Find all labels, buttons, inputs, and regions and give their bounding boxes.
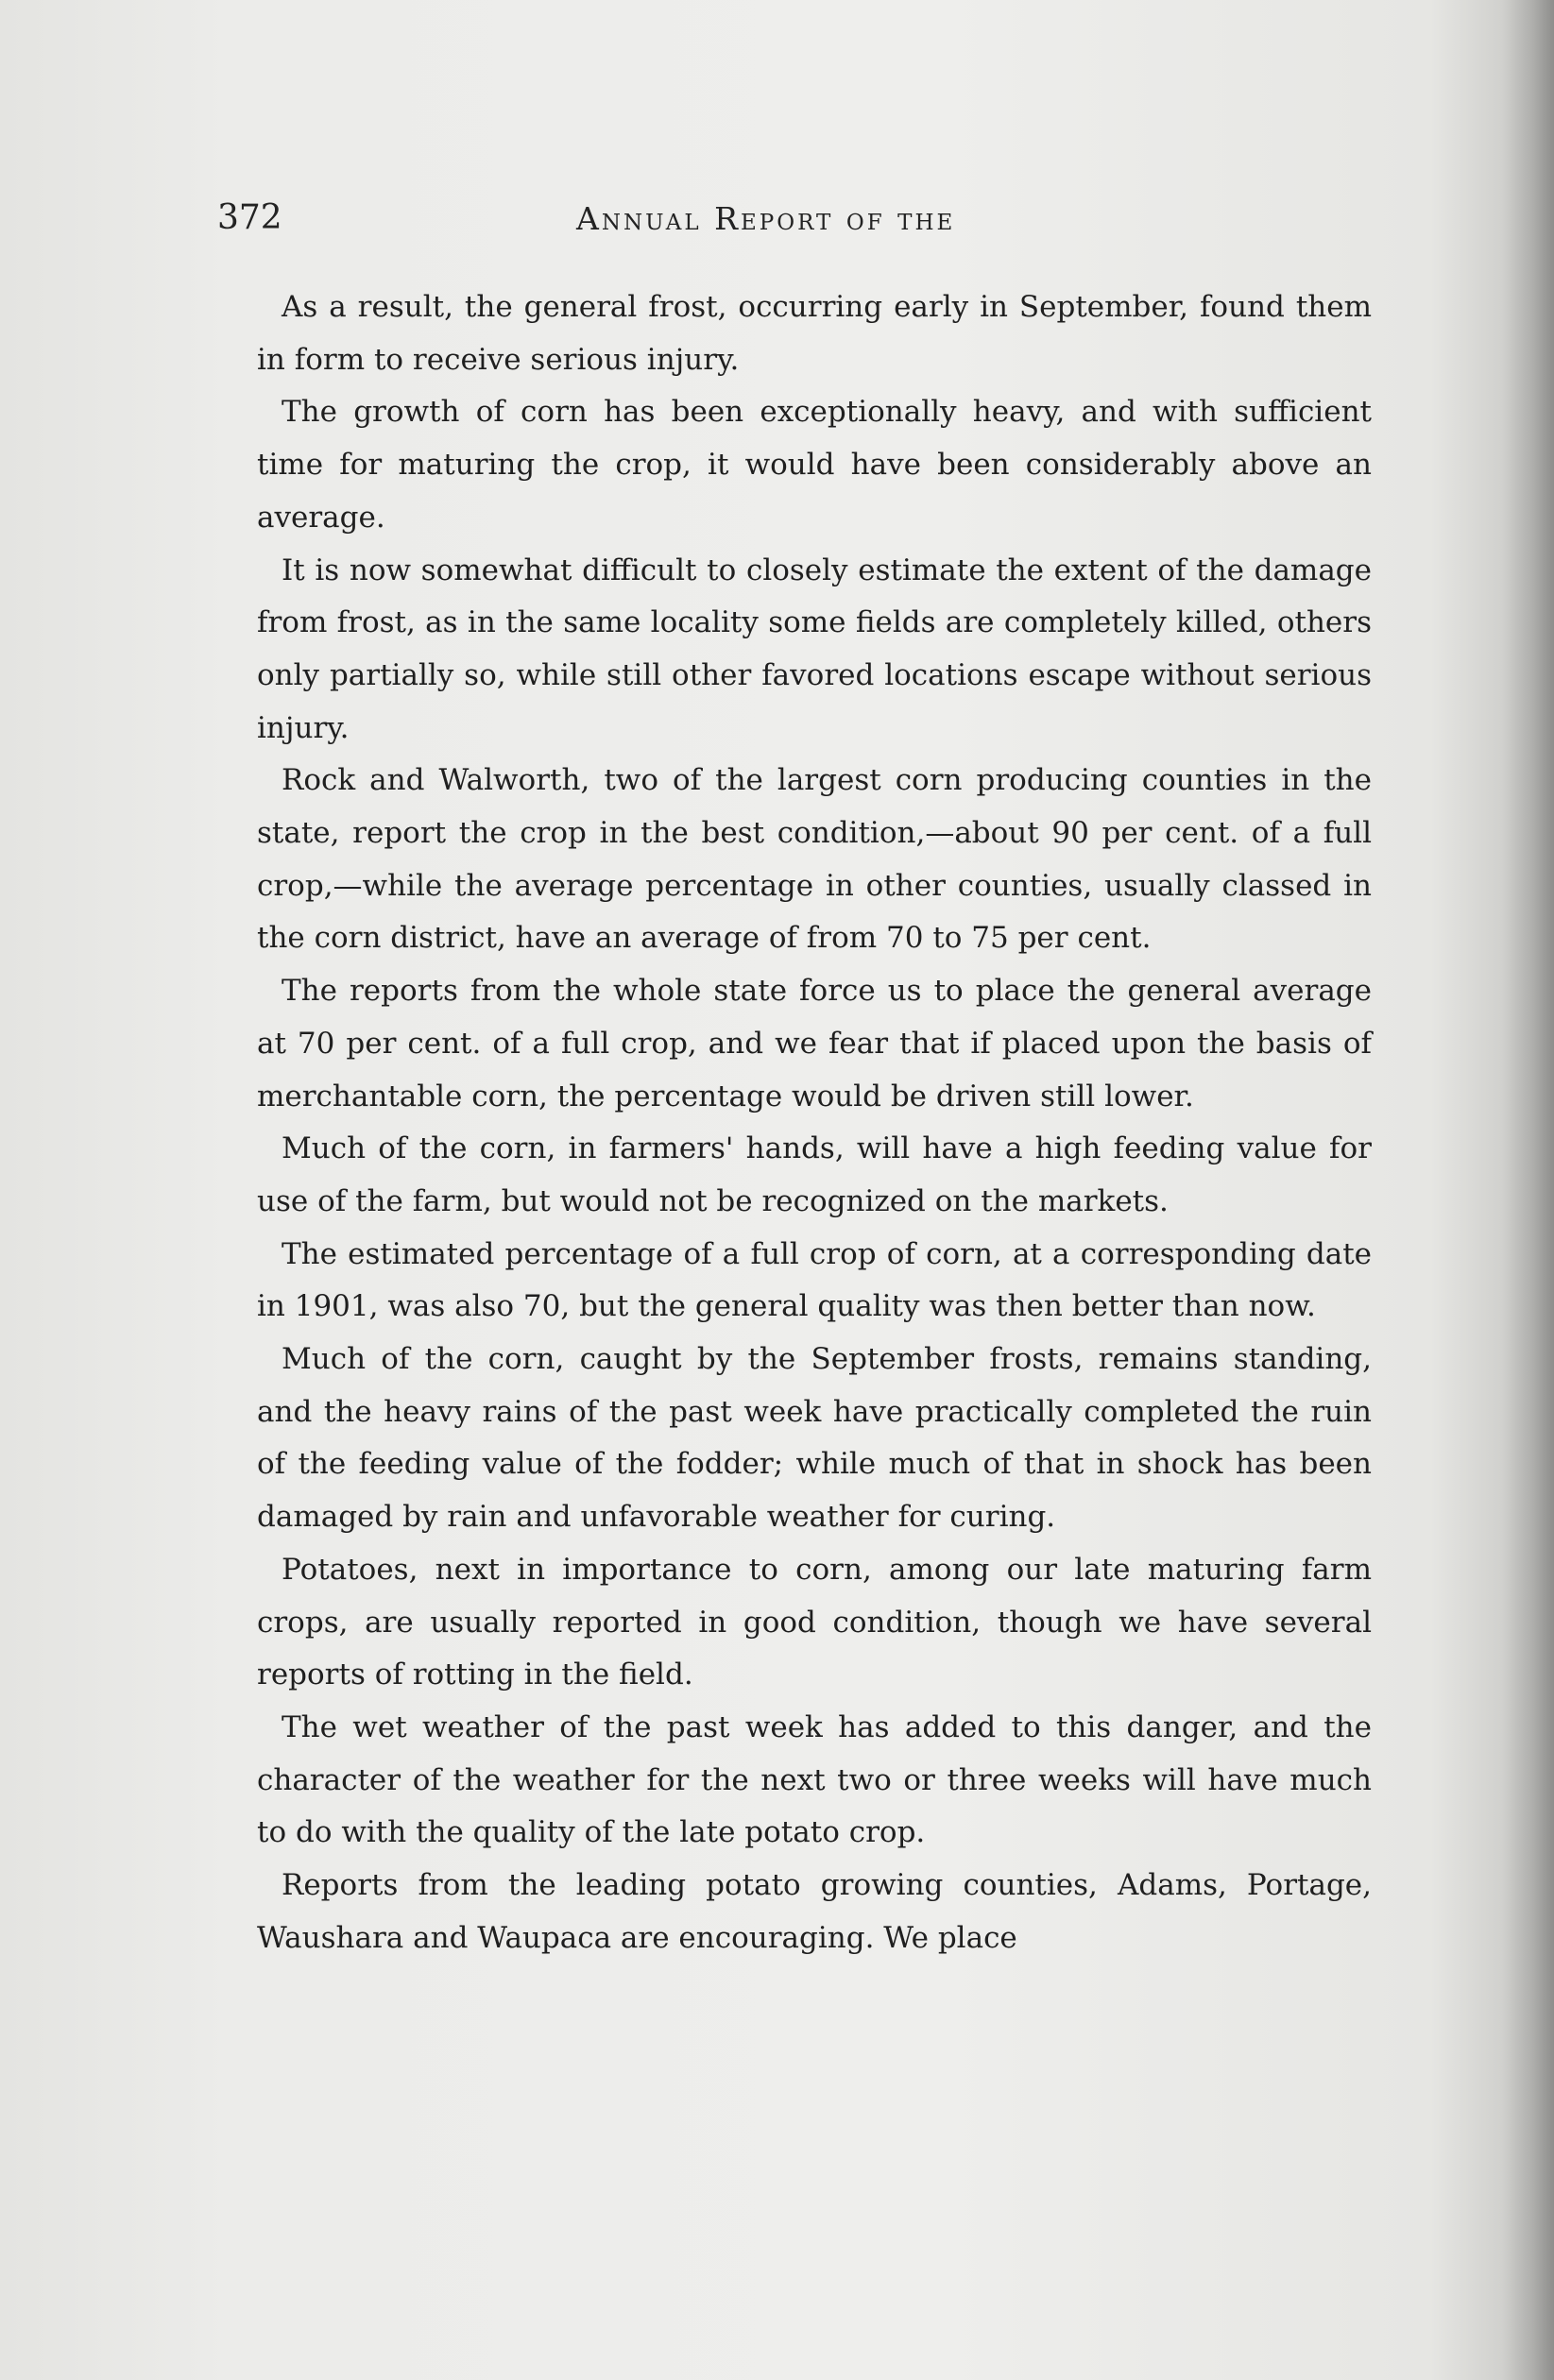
body-text	[257, 281, 1372, 1965]
paragraph: The wet weather of the past week has added to this danger, and the character of the weather for the next two or three weeks will have much to do with the quality of the late potato crop.	[257, 1709, 1372, 1850]
paragraph: Much of the corn, caught by the September frosts, remains standing, and the heavy rains of the past week have practically completed the ruin of the feeding value of the fodder; while much of that in shock has been damaged by rain and unfavorable weather for curing.	[257, 1342, 1372, 1535]
paragraph: As a result, the general frost, occurring early in September, found them in form to receive serious injury.	[257, 290, 1372, 377]
paragraph: The growth of corn has been exceptionally heavy, and with sufficient time for maturing the crop, it would have been considerably above an average.	[257, 395, 1372, 535]
paragraph: Much of the corn, in farmers' hands, will have a high feeding value for use of the farm, but would not be recognized on the markets.	[257, 1131, 1372, 1218]
paragraph: It is now somewhat difficult to closely estimate the extent of the damage from frost, as in the same locality some fields are completely killed, others only partially so, while still other favored locations escape without serious injury.	[257, 552, 1372, 745]
page-header	[217, 198, 1360, 255]
page-number: 372	[217, 198, 282, 237]
page-edge-shadow	[1502, 0, 1554, 2380]
running-head: Annual Report of the	[576, 200, 956, 237]
paragraph: The estimated percentage of a full crop of corn, at a corresponding date in 1901, was also 70, but the general quality was then better than now.	[257, 1236, 1372, 1324]
paragraph: The reports from the whole state force us to place the general average at 70 per cent. of a full crop, and we fear that if placed upon the basis of merchantable corn, the percentage would be driven still lower.	[257, 974, 1372, 1114]
paragraph: Potatoes, next in importance to corn, among our late maturing farm crops, are usually reported in good condition, though we have several reports of rotting in the field.	[257, 1552, 1372, 1692]
paragraph: Reports from the leading potato growing counties, Adams, Portage, Waushara and Waupaca are encouraging. We place	[257, 1868, 1372, 1955]
paragraph: Rock and Walworth, two of the largest corn producing counties in the state, report the crop in the best condition,—about 90 per cent. of a full crop,—while the average percentage in other counties, usually classed in the corn district, have an average of from 70 to 75 per cent.	[257, 763, 1372, 956]
